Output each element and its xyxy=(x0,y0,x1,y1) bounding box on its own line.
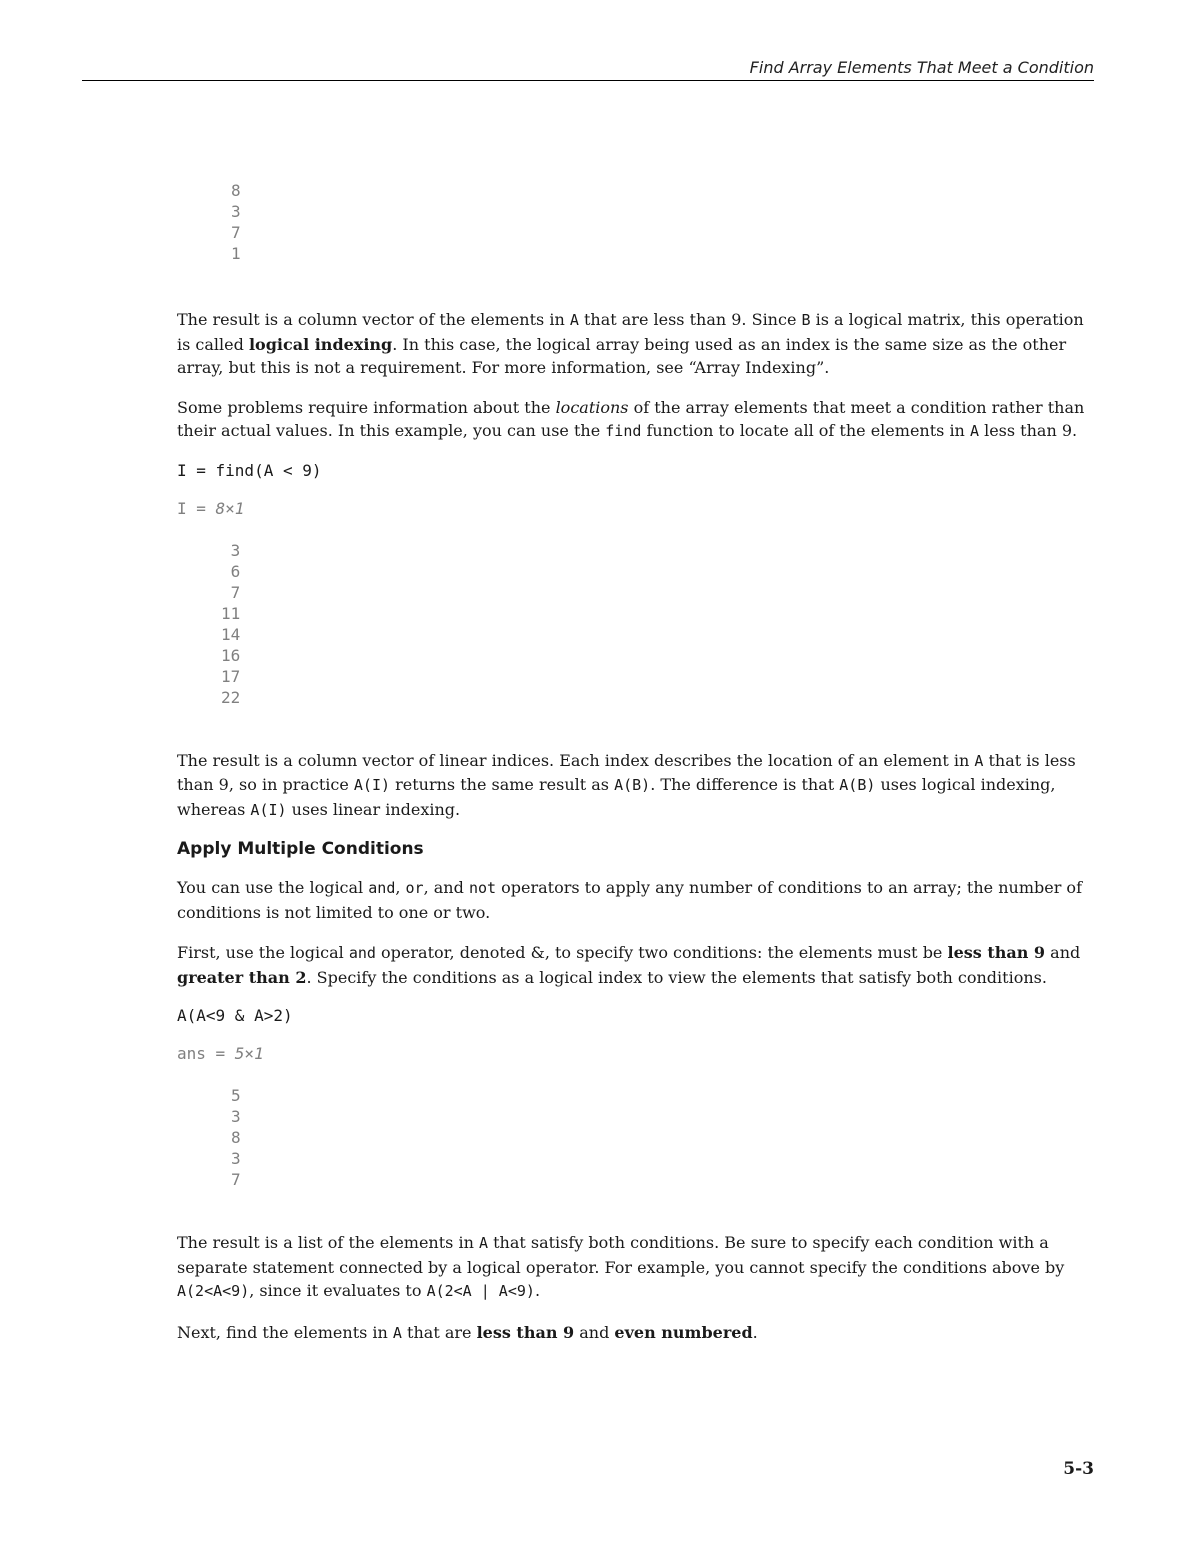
output-value: 6 xyxy=(221,561,241,581)
header-divider xyxy=(82,80,1094,81)
section-heading: Apply Multiple Conditions xyxy=(177,839,424,859)
output-value: 3 xyxy=(231,1107,241,1126)
output-values-1 xyxy=(177,180,1095,264)
paragraph-linear-indices: The result is a column vector of linear indices. Each index describes the location of an element in A that is less than 9, so in practice A(I) returns the same result as A(B). The difference is that A(B) uses logical indexing, whereas A(I) uses linear indexing. xyxy=(177,750,1076,819)
output-value: 7 xyxy=(231,223,241,242)
output-value: 22 xyxy=(221,687,241,707)
page-content xyxy=(177,180,1095,1345)
output-value: 5 xyxy=(231,1086,241,1105)
code-conditions-command: A(A<9 & A>2) xyxy=(177,1006,293,1025)
paragraph-find-locations: Some problems require information about the locations of the array elements that meet a condition rather than their actual values. In this example, you can use the find function to locate all of the elements in A less than 9. xyxy=(177,397,1085,440)
paragraph-separate-statements: The result is a list of the elements in A that satisfy both conditions. Be sure to specify each condition with a separate statement connected by a logical operator. For example, you cannot specify the conditions above by A(2<A<9), since it evaluates to A(2<A | A<9). xyxy=(177,1233,1065,1300)
output-value: 3 xyxy=(221,540,241,560)
output-values-2 xyxy=(177,540,1095,708)
output-value: 7 xyxy=(221,582,241,602)
paragraph-logical-operators: You can use the logical and, or, and not operators to apply any number of conditions to an array; the number of conditions is not limited to one or two. xyxy=(177,878,1082,922)
output-value: 17 xyxy=(221,666,241,686)
paragraph-and-operator: First, use the logical and operator, denoted &, to specify two conditions: the elements must be less than 9 and greater than 2. Specify the conditions as a logical index to view the elements that satisfy both conditions. xyxy=(177,943,1081,987)
running-header-title: Find Array Elements That Meet a Condition xyxy=(749,58,1094,77)
paragraph-logical-indexing: The result is a column vector of the elements in A that are less than 9. Since B is a logical matrix, this operation is called logical indexing. In this case, the logical array being used as an index is the same size as the other array, but this is not a requirement. For more information, see “Array Indexing”. xyxy=(177,310,1084,377)
output-value: 3 xyxy=(231,1149,241,1168)
paragraph-even-numbered: Next, find the elements in A that are less than 9 and even numbered. xyxy=(177,1322,758,1342)
output-value: 1 xyxy=(231,244,241,263)
page-number: 5-3 xyxy=(1063,1459,1094,1479)
output-value: 14 xyxy=(221,624,241,644)
output-value: 11 xyxy=(221,603,241,623)
output-value: 8 xyxy=(231,1128,241,1147)
output-values-3 xyxy=(177,1085,1095,1190)
output-value: 7 xyxy=(231,1170,241,1189)
output-value: 8 xyxy=(231,181,241,200)
output-header-2: I = 8×1 xyxy=(177,498,245,518)
code-find-command: I = find(A < 9) xyxy=(177,460,322,480)
output-value: 3 xyxy=(231,202,241,221)
output-header-3: ans = 5×1 xyxy=(177,1044,264,1063)
output-value: 16 xyxy=(221,645,241,665)
